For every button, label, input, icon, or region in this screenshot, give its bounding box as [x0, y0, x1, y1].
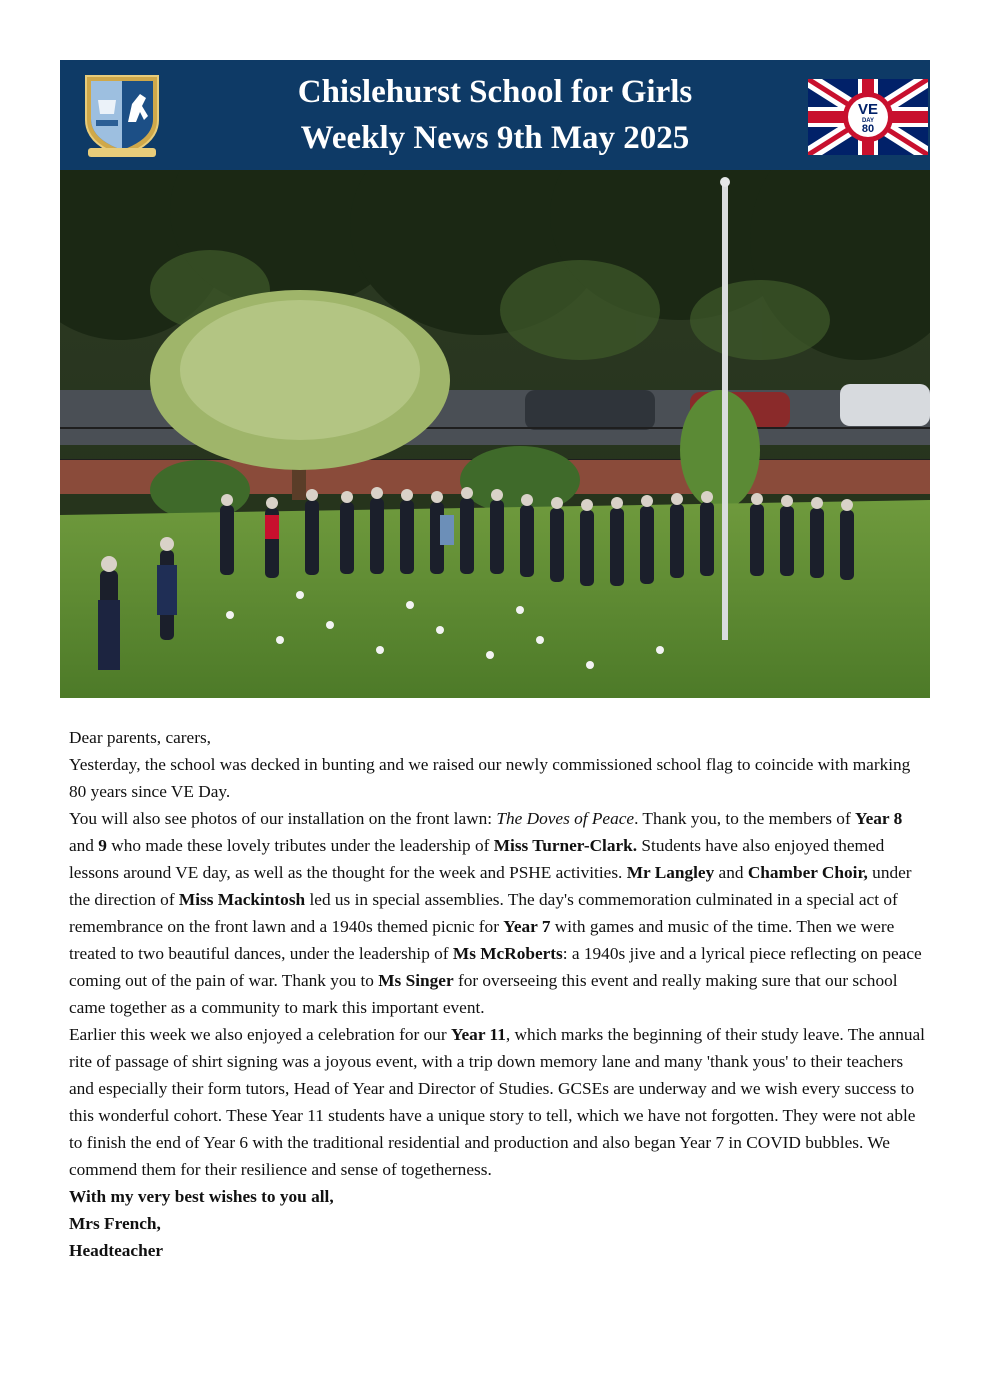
signatory-role: Headteacher: [69, 1241, 164, 1260]
letter-greeting: Dear parents, carers,: [69, 728, 212, 747]
newsletter-date-title: Weekly News 9th May 2025: [300, 120, 690, 156]
letter-paragraph-year11: Earlier this week we also enjoyed a celebration for our Year 11, which marks the beginning of their study leave. The annual rite of passage of shirt signing was a joyous event, with a trip down memory lane and many 'thank yous' to their teachers and especially their form tutors, Head of Year and Director of Studies. GCSEs are underway and we wish every success to this wonderful cohort. These Year 11 students have a unique story to tell, which we have not forgotten. They were not able to finish the end of Year 6 with the traditional residential and production and also began Year 7 in COVID bubbles. We commend them for their resilience and sense of togetherness.: [69, 1025, 925, 1179]
headteacher-letter: [69, 724, 929, 1264]
signatory-name: Mrs French,: [69, 1214, 161, 1233]
ve-badge-sub: DAY: [861, 118, 875, 124]
letter-paragraph-flag: Yesterday, the school was decked in bunting and we raised our newly commissioned school flag to coincide with marking 80 years since VE Day.: [69, 755, 911, 801]
ve-day-ceremony-photo: [60, 170, 930, 698]
ve-badge-num: 80: [861, 123, 875, 135]
letter-paragraph-ve-day: You will also see photos of our installation on the front lawn: The Doves of Peace. Thank you, to the members of Year 8 and 9 who made these lovely tributes under the leadership of Miss Turner-Clark. Students have also enjoyed themed lessons around VE day, as well as the thought for the week and PSHE activities. Mr Langley and Chamber Choir, under the direction of Miss Mackintosh led us in special assemblies. The day's commemoration culminated in a special act of remembrance on the front lawn and a 1940s themed picnic for Year 7 with games and music of the time. Then we were treated to two beautiful dances, under the leadership of Ms McRoberts: a 1940s jive and a lyrical piece reflecting on peace coming out of the pain of war. Thank you to Ms Singer for overseeing this event and really making sure that our school came together as a community to mark this important event.: [69, 809, 922, 1017]
signoff-line: With my very best wishes to you all,: [69, 1187, 334, 1206]
school-name: Chislehurst School for Girls: [297, 74, 693, 110]
ve-day-union-flag-icon: [808, 79, 928, 155]
ve-badge-text: VE: [857, 101, 879, 118]
letter-signature: [69, 1183, 929, 1264]
newsletter-header: [60, 60, 930, 170]
